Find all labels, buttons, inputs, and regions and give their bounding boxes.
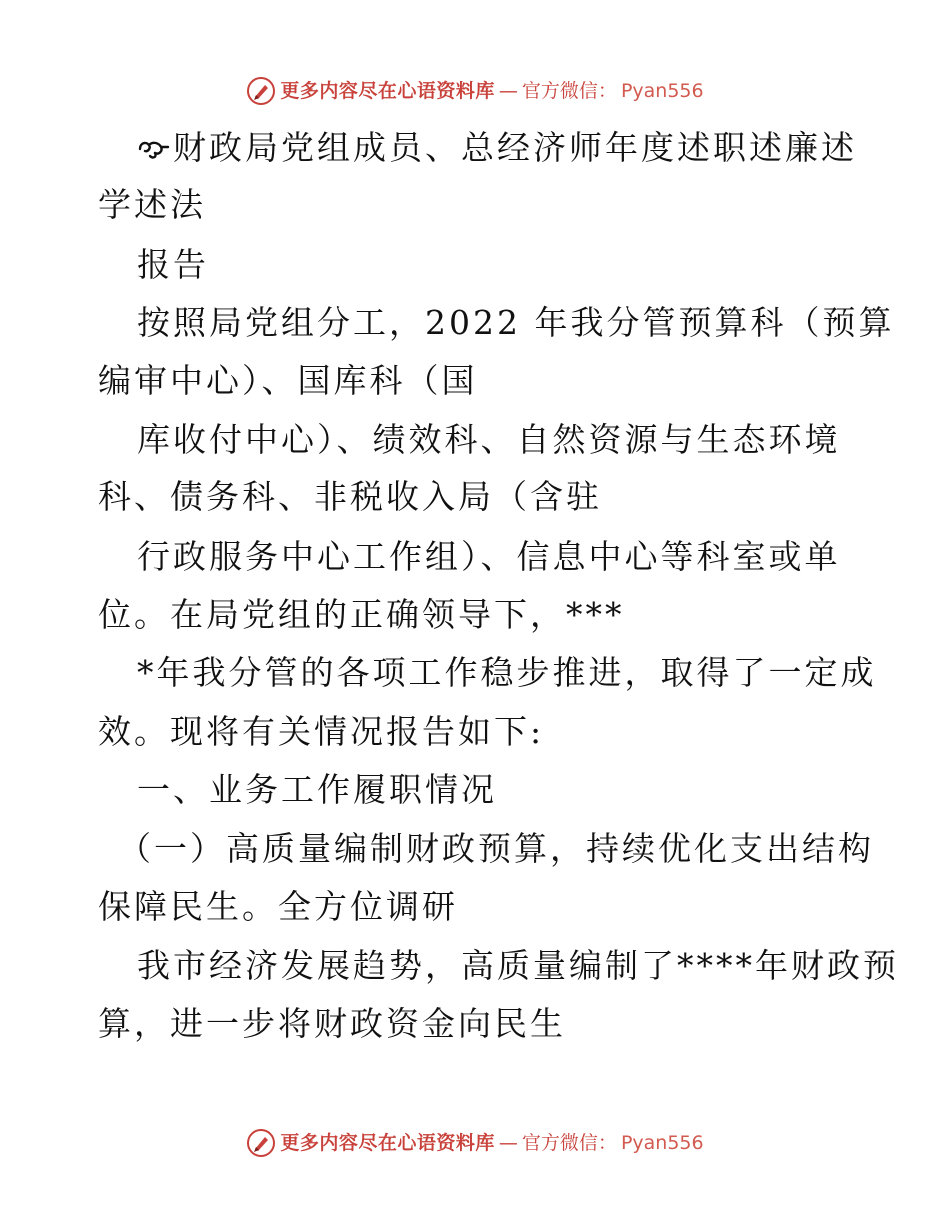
watermark-label: 官方微信： [521,1132,617,1154]
title-line-2: 学述法 [98,185,206,224]
watermark-separator: — [498,80,518,102]
watermark-separator: — [498,1132,518,1154]
document-title: 财政局党组成员、总经济师年度述职述廉述 [173,128,857,167]
paragraph-line: 编审中心）、国库科（国 [98,361,478,400]
header-watermark [0,76,950,106]
paragraph-line: 科、债务科、非税收入局（含驻 [98,477,602,516]
paragraph-line: 位。在局党组的正确领导下，*** [98,595,625,634]
watermark-brand: 更多内容尽在心语资料库 [280,1132,495,1154]
watermark-handle: Pyan556 [620,80,704,102]
hand-pointer-icon [137,135,171,161]
subsection-heading: （一）高质量编制财政预算，持续优化支出结构 [118,829,874,868]
paragraph-line: 行政服务中心工作组）、信息中心等科室或单 [137,537,841,576]
section-heading: 一、业务工作履职情况 [137,770,497,809]
pen-logo-icon [246,76,276,106]
pen-logo-icon [246,1128,276,1158]
title-line-1 [137,128,857,168]
paragraph-line: 效。现将有关情况报告如下: [98,712,545,751]
title-line-3: 报告 [137,245,209,284]
paragraph-line: 算，进一步将财政资金向民生 [98,1004,566,1043]
paragraph-line: *年我分管的各项工作稳步推进，取得了一定成 [137,653,877,692]
watermark-handle: Pyan556 [620,1132,704,1154]
paragraph-line: 我市经济发展趋势，高质量编制了****年财政预 [137,946,899,985]
paragraph-line: 保障民生。全方位调研 [98,887,458,926]
footer-watermark [0,1128,950,1158]
watermark-label: 官方微信： [521,80,617,102]
paragraph-line: 按照局党组分工，2022 年我分管预算科（预算 [137,303,895,342]
paragraph-line: 库收付中心）、绩效科、自然资源与生态环境 [137,420,841,459]
watermark-brand: 更多内容尽在心语资料库 [280,80,495,102]
